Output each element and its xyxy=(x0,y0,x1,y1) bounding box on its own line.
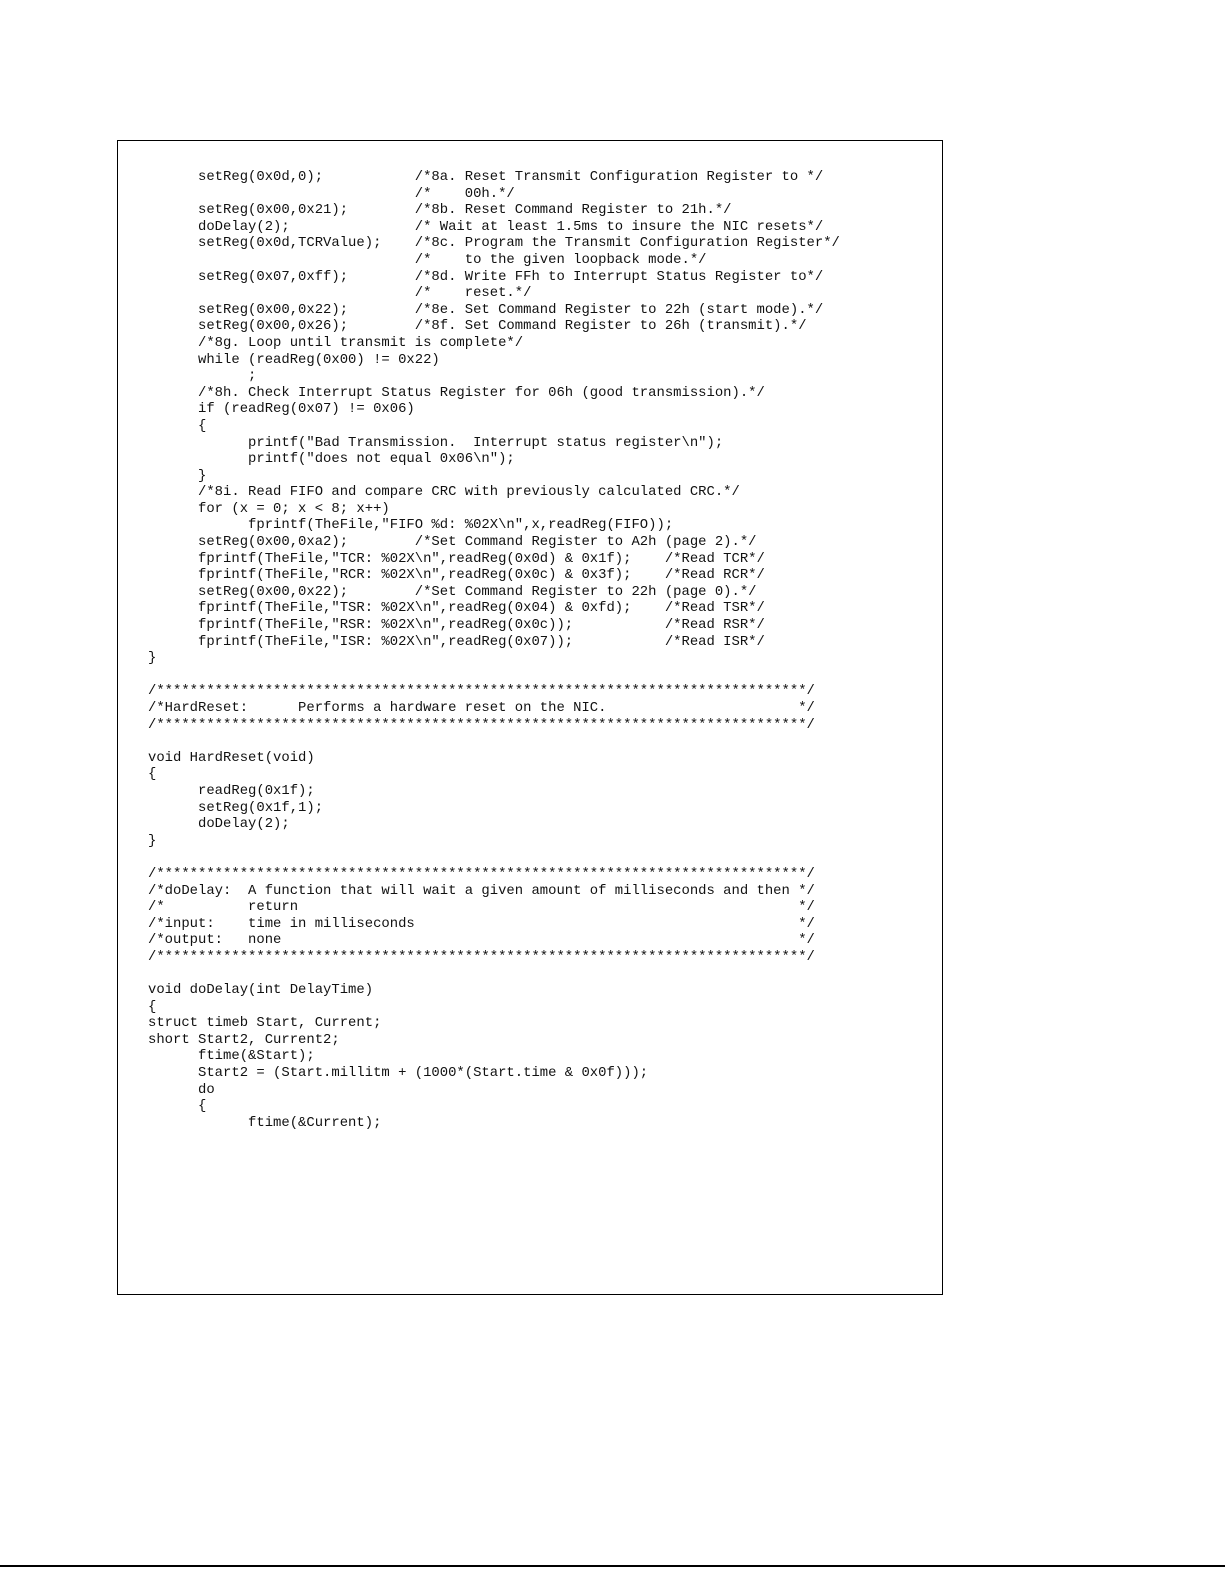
code-line: doDelay(2); xyxy=(148,816,290,833)
code-line: fprintf(TheFile,"TSR: %02X\n",readReg(0x04) & 0xfd); /*Read TSR*/ xyxy=(148,600,765,617)
code-line: fprintf(TheFile,"TCR: %02X\n",readReg(0x0d) & 0x1f); /*Read TCR*/ xyxy=(148,550,765,567)
code-listing xyxy=(148,169,840,1131)
code-line: /******************************************************************************/ xyxy=(148,948,815,965)
code-line: fprintf(TheFile,"ISR: %02X\n",readReg(0x07)); /*Read ISR*/ xyxy=(148,633,765,650)
code-line: /******************************************************************************/ xyxy=(148,683,815,700)
code-line: /*HardReset: Performs a hardware reset on the NIC. */ xyxy=(148,700,815,716)
code-line: setReg(0x0d,TCRValue); /*8c. Program the Transmit Configuration Register*/ xyxy=(148,235,840,252)
code-line: /*input: time in milliseconds */ xyxy=(148,915,815,932)
code-line: /* reset.*/ xyxy=(148,285,532,302)
code-line: setReg(0x1f,1); xyxy=(148,799,324,816)
code-line: { xyxy=(148,766,157,783)
code-line: /*8g. Loop until transmit is complete*/ xyxy=(148,334,524,351)
code-line: } xyxy=(148,832,157,849)
code-line: ftime(&Start); xyxy=(148,1048,315,1065)
code-line: { xyxy=(148,417,207,434)
code-line: setReg(0x00,0x22); /*8e. Set Command Register to 22h (start mode).*/ xyxy=(148,301,824,318)
code-line: fprintf(TheFile,"FIFO %d: %02X\n",x,readReg(FIFO)); xyxy=(148,517,674,534)
code-line: printf("Bad Transmission. Interrupt status register\n"); xyxy=(148,434,724,451)
code-line: void HardReset(void) xyxy=(148,749,315,766)
code-line: setReg(0x07,0xff); /*8d. Write FFh to Interrupt Status Register to*/ xyxy=(148,268,824,285)
code-line: /*doDelay: A function that will wait a given amount of milliseconds and then */ xyxy=(148,882,815,899)
code-line xyxy=(148,966,840,983)
code-line: setReg(0x00,0xa2); /*Set Command Register to A2h (page 2).*/ xyxy=(148,534,757,551)
code-line: setReg(0x00,0x21); /*8b. Reset Command Register to 21h.*/ xyxy=(148,202,732,219)
code-line: setReg(0x00,0x22); /*Set Command Register to 22h (page 0).*/ xyxy=(148,583,757,600)
code-line: fprintf(TheFile,"RCR: %02X\n",readReg(0x0c) & 0x3f); /*Read RCR*/ xyxy=(148,567,765,584)
code-line: void doDelay(int DelayTime) xyxy=(148,982,374,999)
code-line: /* return */ xyxy=(148,899,815,916)
code-line xyxy=(148,667,840,684)
code-line: /*8h. Check Interrupt Status Register for 06h (good transmission).*/ xyxy=(148,384,765,401)
code-line: while (readReg(0x00) != 0x22) xyxy=(148,351,440,368)
code-line: for (x = 0; x < 8; x++) xyxy=(148,500,390,517)
code-line: setReg(0x0d,0); /*8a. Reset Transmit Configuration Register to */ xyxy=(148,169,824,185)
page-bottom-rule xyxy=(0,1565,1225,1567)
code-line: if (readReg(0x07) != 0x06) xyxy=(148,401,415,418)
code-line: } xyxy=(148,650,157,667)
code-line: /* 00h.*/ xyxy=(148,185,515,202)
code-line: Start2 = (Start.millitm + (1000*(Start.time & 0x0f))); xyxy=(148,1065,649,1082)
code-line: ftime(&Current); xyxy=(148,1114,382,1131)
code-line: short Start2, Current2; xyxy=(148,1031,340,1048)
code-line: ; xyxy=(148,368,257,385)
code-line: { xyxy=(148,998,157,1015)
code-line: /*output: none */ xyxy=(148,932,815,949)
code-line: /******************************************************************************/ xyxy=(148,865,815,882)
code-line: doDelay(2); /* Wait at least 1.5ms to insure the NIC resets*/ xyxy=(148,218,824,235)
code-line: do xyxy=(148,1081,215,1098)
code-line: /******************************************************************************/ xyxy=(148,716,815,733)
code-line: setReg(0x00,0x26); /*8f. Set Command Register to 26h (transmit).*/ xyxy=(148,318,807,335)
code-line: printf("does not equal 0x06\n"); xyxy=(148,451,515,468)
code-line: fprintf(TheFile,"RSR: %02X\n",readReg(0x0c)); /*Read RSR*/ xyxy=(148,617,765,634)
code-line: readReg(0x1f); xyxy=(148,782,315,799)
code-line: /* to the given loopback mode.*/ xyxy=(148,251,707,268)
code-line: struct timeb Start, Current; xyxy=(148,1015,382,1032)
code-line xyxy=(148,733,840,750)
code-line: } xyxy=(148,467,207,484)
code-line: { xyxy=(148,1098,207,1115)
code-line xyxy=(148,849,840,866)
code-line: /*8i. Read FIFO and compare CRC with previously calculated CRC.*/ xyxy=(148,484,740,501)
